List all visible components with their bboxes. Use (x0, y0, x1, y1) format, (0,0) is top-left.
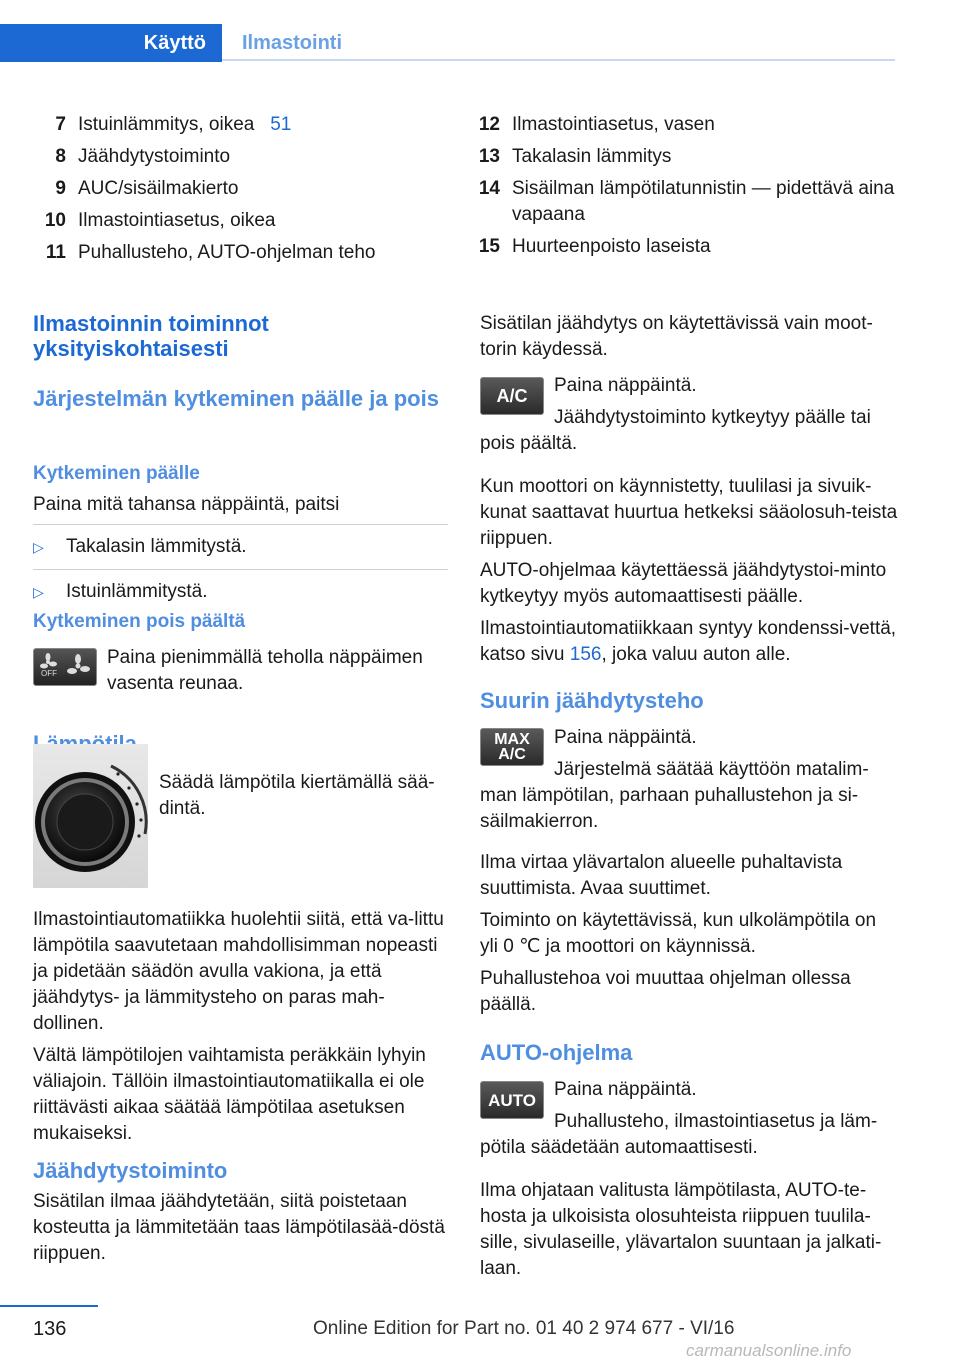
divider (33, 524, 448, 525)
list-item: 10 Ilmastointiasetus, oikea (44, 210, 276, 231)
legend-list-right (467, 112, 907, 266)
paragraph: Paina pienimmällä teholla näppäimen vasenta reunaa. (107, 647, 423, 694)
ac-label: A/C (496, 385, 528, 406)
subsection-title: AUTO-ohjelma (480, 1040, 633, 1065)
paragraph: Ilma virtaa ylävartalon alueelle puhaltavista suuttimista. Avaa suuttimet. Toiminto on käytettävissä, kun ulkolämpötila on yli 0 ℃ ja moottori on käynnissä. Puhallustehoa voi muuttaa ohjelman ollessa päällä. (480, 852, 877, 1015)
paragraph: Paina näppäintä. (554, 727, 697, 748)
header-tabs (0, 24, 895, 62)
list-item: 9 AUC/sisäilmakierto (55, 178, 239, 199)
paragraph: Ilma ohjataan valitusta lämpötilasta, AUTO-te-hosta ja ulkoisista olosuhteista riippuen tuulila-sille, sivulaseille, ylävartalon suuntaan ja jalkati-laan. (480, 1180, 882, 1279)
bullet-item: ▷ Takalasin lämmitystä. (33, 534, 448, 560)
subsection-auto (480, 1040, 632, 1065)
page-ref-link[interactable]: 156 (569, 644, 602, 665)
block-off (33, 610, 448, 634)
triangle-bullet-icon: ▷ (33, 584, 44, 600)
subsection-title: Jäähdytystoiminto (33, 1158, 228, 1183)
section-heading (33, 311, 448, 361)
fan-icon (34, 649, 96, 685)
tab-ilmastointi: Ilmastointi (222, 24, 895, 62)
bullet-item: ▷ Istuinlämmitystä. (33, 579, 448, 605)
page-number: 136 (33, 1318, 67, 1340)
list-item: 11 Puhallusteho, AUTO-ohjelman teho (45, 242, 376, 263)
edition-info: Online Edition for Part no. 01 40 2 974 677 - VI/16 (313, 1318, 735, 1339)
page-number-rule (0, 1305, 98, 1307)
subheading-on: Kytkeminen päälle (33, 463, 200, 484)
ac-label: A/C (498, 746, 526, 763)
paragraph: Sisätilan jäähdytys on käytettävissä vain moot-torin käydessä. (480, 313, 873, 360)
divider (33, 569, 448, 570)
list-item: 15 Huurteenpoisto laseista (478, 236, 711, 257)
page-ref-link[interactable]: 51 (270, 114, 292, 135)
header-rule (222, 59, 895, 61)
subsection-title: Suurin jäähdytysteho (480, 688, 704, 713)
fan-off-button-image (33, 648, 97, 686)
paragraph: Sisätilan ilmaa jäähdytetään, siitä poistetaan kosteutta ja lämmitetään taas lämpötilasää-döstä riippuen. (33, 1191, 445, 1264)
triangle-bullet-icon: ▷ (33, 539, 44, 555)
subsection-on-off (33, 386, 448, 411)
paragraph: Kun moottori on käynnistetty, tuulilasi ja sivuik-kunat saattavat huurtua hetkeksi sääolosuh-teista riippuen. AUTO-ohjelmaa käytettäessä jäähdytystoi-minto kytkeytyy myös automaattisesti päälle. Ilmastointiautomatiikkaan syntyy kondenssi-vettä, katso sivu 156, joka valuu auton alle. (480, 476, 898, 665)
list-item: 13 Takalasin lämmitys (478, 146, 672, 167)
list-item: 7 Istuinlämmitys, oikea 51 (55, 114, 292, 135)
block-on (33, 462, 448, 605)
subheading-off: Kytkeminen pois päältä (33, 611, 246, 632)
subsection-max (480, 688, 704, 713)
rotary-knob-icon (33, 744, 148, 888)
paragraph: Järjestelmä säätää käyttöön matalim-man lämpötilan, parhaan puhallustehon ja si-säilmakierron. (480, 759, 869, 832)
off-label: OFF (41, 669, 57, 678)
paragraph: Paina mitä tahansa näppäintä, paitsi (33, 494, 340, 515)
list-item: 12 Ilmastointiasetus, vasen (478, 114, 715, 135)
auto-label: AUTO (488, 1090, 536, 1110)
section-title: Ilmastoinnin toiminnot yksityiskohtaisesti (33, 311, 269, 361)
watermark: carmanualsonline.info (686, 1341, 852, 1360)
paragraph: Paina näppäintä. (554, 375, 697, 396)
max-label: MAX (494, 731, 530, 748)
legend-list-left (33, 112, 451, 272)
list-item: 8 Jäähdytystoiminto (55, 146, 231, 167)
subsection-title: Järjestelmän kytkeminen päälle ja pois (33, 386, 439, 411)
list-item: 14 Sisäilman lämpötilatunnistin — pidettävä aina vapaana (478, 178, 895, 225)
tab-kaytto: Käyttö (0, 24, 222, 62)
temperature-knob-image (33, 744, 148, 888)
paragraph: Puhallusteho, ilmastointiasetus ja läm-pötila säädetään automaattisesti. (480, 1111, 878, 1158)
subsection-cool (33, 1158, 448, 1267)
paragraph: Ilmastointiautomatiikka huolehtii siitä, että va-littu lämpötila saavutetaan mahdollisimman nopeasti ja pidetään säädön avulla vakiona, ja että jäähdytys- ja lämmitysteho on paras mah-dollinen. Vältä lämpötilojen vaihtamista peräkkäin lyhyin väliajoin. Tällöin ilmastointiautomatiikalla ei ole riittävästi aikaa säätää lämpötilaa asetuksen mukaiseksi. (33, 909, 444, 1144)
paragraph: Säädä lämpötila kiertämällä sää-dintä. (159, 772, 435, 819)
paragraph: Jäähdytystoiminto kytkeytyy päälle tai pois päältä. (480, 407, 871, 454)
paragraph: Paina näppäintä. (554, 1079, 697, 1100)
